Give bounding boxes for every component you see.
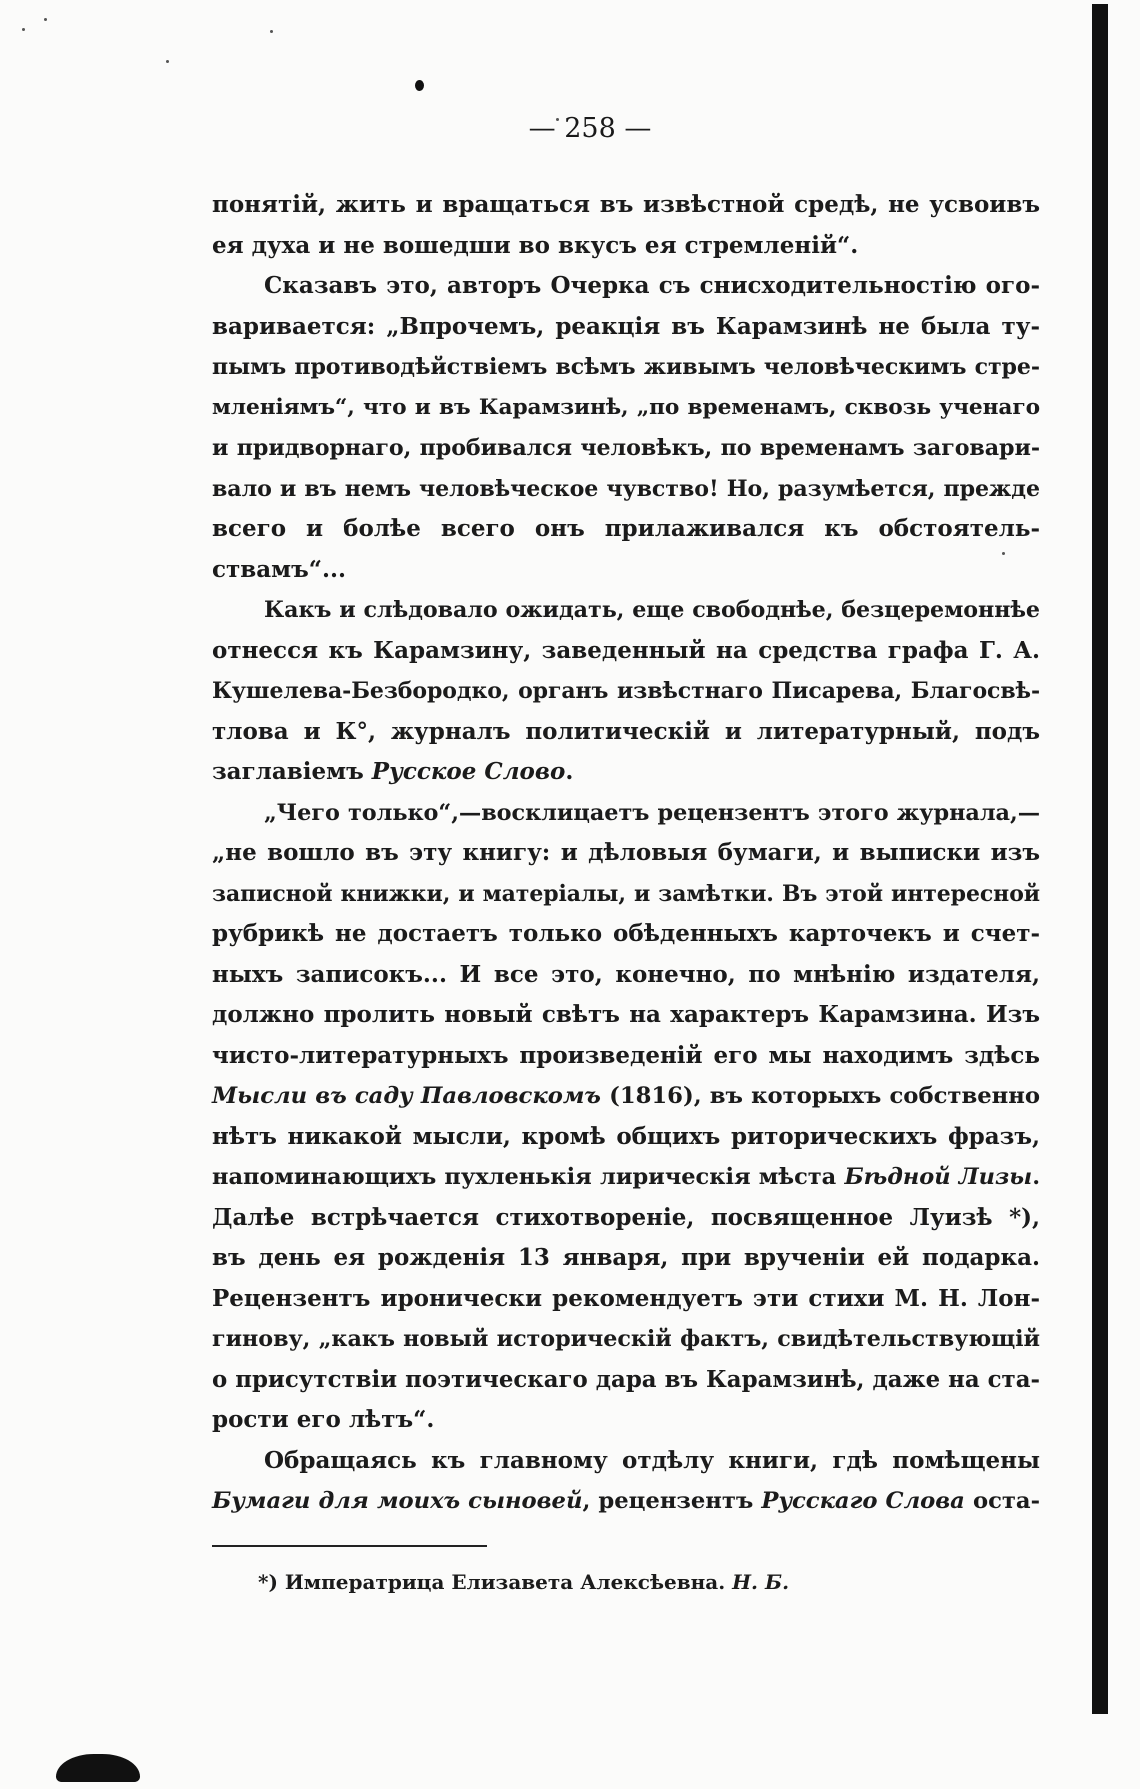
text-fragment: (1816), въ которыхъ собственно: [600, 1083, 1040, 1109]
text-line: [212, 1157, 1040, 1198]
body-text: [212, 185, 1040, 1522]
paragraph-2: [212, 266, 1040, 590]
text-fragment: , рецензентъ: [582, 1488, 762, 1514]
text-line: Сказавъ это, авторъ Очерка съ снисходительностію ого-: [264, 272, 1040, 299]
page-number: — 258 —: [528, 113, 652, 144]
text-line: [212, 1076, 1040, 1117]
journal-title: Русскаго Слова: [761, 1488, 965, 1514]
footnote-initials: Н. Б.: [732, 1570, 790, 1594]
text-fragment: .: [565, 758, 574, 785]
text-line: вало и въ немъ человѣческое чувство! Но, разумѣется, прежде: [212, 475, 1040, 502]
text-fragment: .: [1032, 1164, 1040, 1190]
text-line: нѣтъ никакой мысли, кромѣ общихъ риторическихъ фразъ,: [212, 1122, 1040, 1150]
text-line: ныхъ записокъ... И все это, конечно, по мнѣнію издателя,: [212, 960, 1040, 988]
work-title: Бѣдной Лизы: [844, 1164, 1033, 1190]
footnote-text: *) Императрица Елизавета Алексѣевна.: [258, 1570, 733, 1594]
text-line: „не вошло въ эту книгу: и дѣловыя бумаги, и выписки изъ: [212, 839, 1040, 866]
ink-speck: [270, 30, 273, 33]
text-line: Далѣе встрѣчается стихотвореніе, посвященное Луизѣ *),: [212, 1203, 1040, 1231]
text-line: пымъ противодѣйствіемъ всѣмъ живымъ человѣческимъ стре-: [212, 354, 1040, 380]
text-line: „Чего только“,—восклицаетъ рецензентъ этого журнала,—: [264, 799, 1040, 826]
text-line: въ день ея рожденія 13 января, при врученіи ей подарка.: [212, 1244, 1040, 1271]
text-line: гинову, „какъ новый историческій фактъ, свидѣтельствующій: [212, 1326, 1040, 1352]
text-line: и придворнаго, пробивался человѣкъ, по временамъ заговари-: [212, 435, 1040, 461]
text-line: должно пролить новый свѣтъ на характеръ Карамзина. Изъ: [212, 1001, 1040, 1028]
footnote: [258, 1570, 789, 1594]
text-line: чисто-литературныхъ произведеній его мы находимъ здѣсь: [212, 1041, 1040, 1069]
text-line: ея духа и не вошедши во вкусъ ея стремленій“.: [212, 231, 859, 259]
text-line: мленіямъ“, что и въ Карамзинѣ, „по временамъ, сквозь ученаго: [212, 394, 1040, 420]
paragraph-3: [212, 590, 1040, 793]
text-line: записной книжки, и матеріалы, и замѣтки. Въ этой интересной: [212, 880, 1040, 907]
ink-smudge: [56, 1754, 140, 1782]
text-line: Какъ и слѣдовало ожидать, еще свободнѣе, безцеремоннѣе: [264, 597, 1040, 623]
text-line: Рецензентъ иронически рекомендуетъ эти стихи М. Н. Лон-: [212, 1284, 1040, 1312]
footnote-divider: [212, 1545, 487, 1547]
text-line: ствамъ“...: [212, 555, 347, 583]
text-line: Обращаясь къ главному отдѣлу книги, гдѣ помѣщены: [264, 1446, 1040, 1474]
text-fragment: заглавіемъ: [212, 758, 372, 785]
text-line: варивается: „Впрочемъ, реакція въ Карамзинѣ не была ту-: [212, 312, 1040, 340]
scan-edge-bar: [1092, 4, 1108, 1714]
ink-speck: [22, 28, 25, 31]
text-line: всего и болѣе всего онъ прилаживался къ обстоятель-: [212, 515, 1040, 542]
text-line: тлова и К°, журналъ политическій и литературный, подъ: [212, 717, 1040, 745]
text-line: рубрикѣ не достаетъ только обѣденныхъ карточекъ и счет-: [212, 920, 1040, 947]
text-line: понятій, жить и вращаться въ извѣстной средѣ, не усвоивъ: [212, 191, 1040, 218]
paragraph-5: [212, 1441, 1040, 1522]
text-fragment: оста-: [964, 1488, 1040, 1514]
text-line: Кушелева-Безбородко, органъ извѣстнаго Писарева, Благосвѣ-: [212, 678, 1040, 704]
text-line: отнесся къ Карамзину, заведенный на средства графа Г. А.: [212, 636, 1040, 664]
text-line: рости его лѣтъ“.: [212, 1406, 435, 1433]
text-line: о присутствіи поэтическаго дара въ Карамзинѣ, даже на ста-: [212, 1366, 1040, 1393]
text-line: [212, 1481, 1040, 1522]
ink-speck: [44, 18, 47, 21]
journal-title: Русское Слово: [371, 758, 566, 785]
work-title: Бумаги для моихъ сыновей: [212, 1488, 583, 1514]
ink-speck: [166, 60, 169, 63]
text-fragment: напоминающихъ пухленькія лирическія мѣста: [212, 1164, 845, 1190]
text-line: [212, 752, 1040, 793]
work-title: Мысли въ саду Павловскомъ: [212, 1083, 601, 1109]
ink-dot: [415, 80, 424, 91]
paragraph-4: [212, 793, 1040, 1441]
paragraph-1: [212, 185, 1040, 266]
